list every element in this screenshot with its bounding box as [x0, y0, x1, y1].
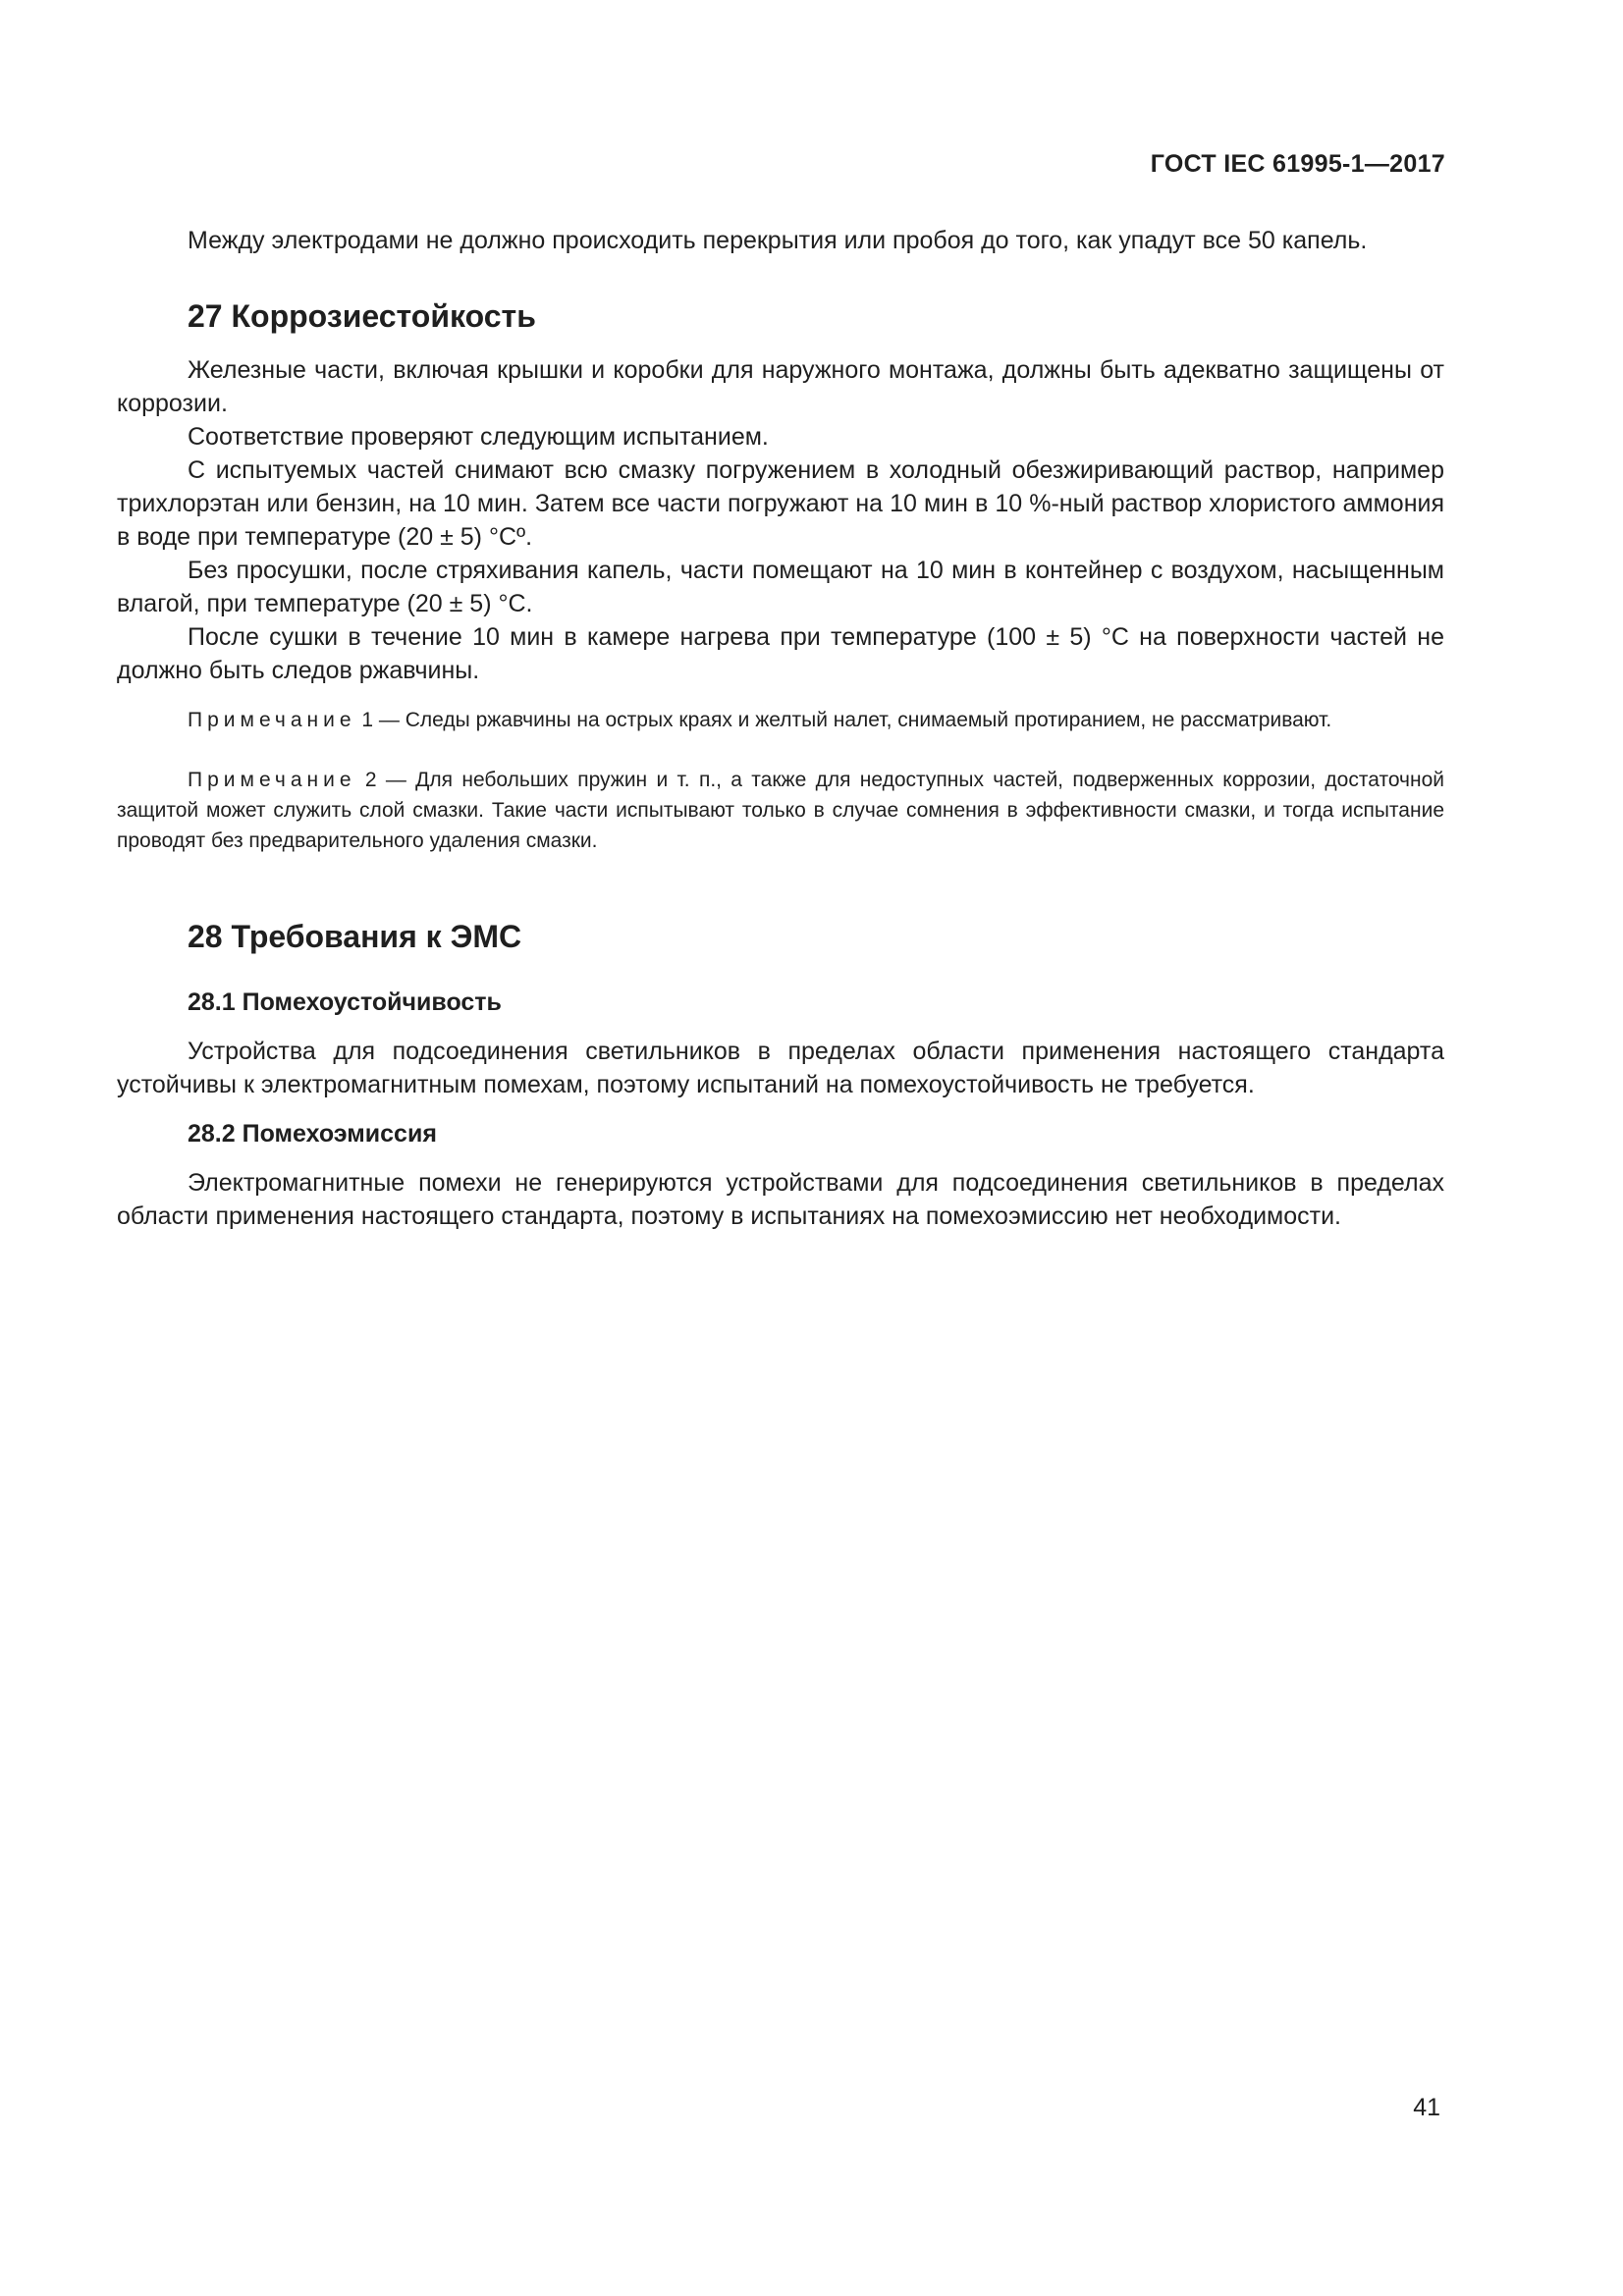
standard-header: ГОСТ IEC 61995-1—2017 — [1150, 150, 1445, 178]
section-27-paragraph: С испытуемых частей снимают всю смазку погружением в холодный обезжиривающий раствор, например трихлорэтан или бензин, на 10 мин. Затем все части погружают на 10 мин в 10 %-ный раствор хлористого аммония в воде при температуре (20 ± 5) °Cº. — [117, 456, 1444, 551]
note-text: 2 — Для небольших пружин и т. п., а также для недоступных частей, подверженных коррозии, достаточной защитой может служить слой смазки. Такие части испытывают только в случае сомнения в эффективности смазки, и тогда испытание проводят без предварительного удаления смазки. — [117, 769, 1444, 852]
page-number: 41 — [1413, 2094, 1440, 2121]
section-27-body — [117, 353, 1444, 687]
note-1 — [117, 705, 1444, 735]
page-content — [117, 224, 1444, 1233]
section-27-paragraph: Соответствие проверяют следующим испытанием. — [188, 423, 769, 451]
note-label: Примечание — [188, 769, 356, 791]
section-27-paragraph: После сушки в течение 10 мин в камере нагрева при температуре (100 ± 5) °С на поверхности частей не должно быть следов ржавчины. — [117, 623, 1444, 684]
subsection-28-2-title: 28.2 Помехоэмиссия — [188, 1120, 437, 1148]
intro-paragraph: Между электродами не должно происходить перекрытия или пробоя до того, как упадут все 50 капель. — [188, 227, 1368, 254]
note-2 — [117, 765, 1444, 856]
section-28-title: 28 Требования к ЭМС — [188, 919, 522, 954]
subsection-28-1-title: 28.1 Помехоустойчивость — [188, 988, 502, 1016]
note-label: Примечание — [188, 709, 356, 731]
subsection-28-1-paragraph: Устройства для подсоединения светильников в пределах области применения настоящего стандарта устойчивы к электромагнитным помехам, поэтому испытаний на помехоустойчивость не требуется. — [117, 1038, 1444, 1098]
note-text: 1 — Следы ржавчины на острых краях и желтый налет, снимаемый протиранием, не рассматривают. — [355, 709, 1332, 731]
section-27-title: 27 Коррозиестойкость — [188, 298, 536, 334]
section-27-paragraph: Железные части, включая крышки и коробки для наружного монтажа, должны быть адекватно защищены от коррозии. — [117, 356, 1444, 417]
section-27-paragraph: Без просушки, после стряхивания капель, части помещают на 10 мин в контейнер с воздухом, насыщенным влагой, при температуре (20 ± 5) °С. — [117, 557, 1444, 617]
subsection-28-2-paragraph: Электромагнитные помехи не генерируются устройствами для подсоединения светильников в пределах области применения настоящего стандарта, поэтому в испытаниях на помехоэмиссию нет необходимости. — [117, 1169, 1444, 1230]
